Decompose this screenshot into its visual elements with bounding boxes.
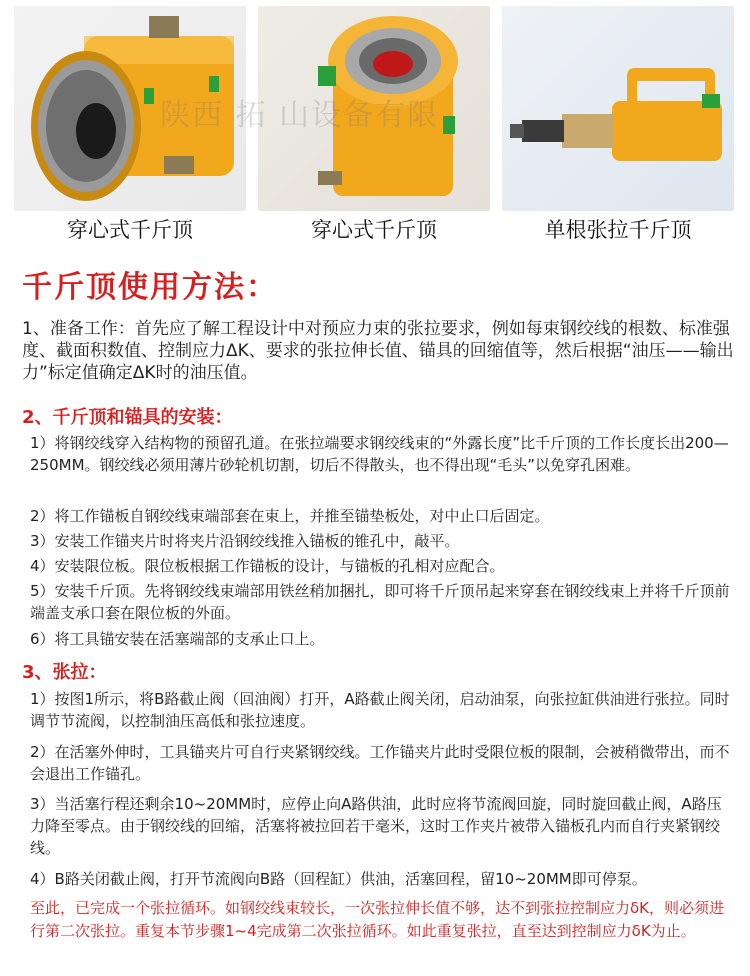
photo-caption: 单根张拉千斤顶	[544, 218, 692, 242]
list-item: 4）安装限位板。限位板根据工作锚板的设计，与锚板的孔相对应配合。	[30, 557, 505, 575]
single-strand-jack-photo	[502, 6, 734, 211]
list-item: 5）安装千斤顶。先将钢绞线束端部用铁丝稍加捆扎，即可将千斤顶吊起来穿套在钢绞线束上并将千斤顶前端盖支承口套在限位板的外面。	[30, 582, 730, 622]
section3-heading: 3、张拉：	[22, 662, 107, 683]
product-photos	[0, 0, 750, 245]
cycle-note: 至此，已完成一个张拉循环。如钢绞线束较长，一次张拉伸长值不够，达不到张拉控制应力δK，则必须进行第二次张拉。重复本节步骤1~4完成第二次张拉循环。如此重复张拉，直至达到控制应力δK为止。	[30, 899, 725, 940]
list-item: 1）将钢绞线穿入结构物的预留孔道。在张拉端要求钢绞线束的“外露长度”比千斤顶的工作长度长出200—250MM。钢绞线必须用薄片砂轮机切割，切后不得散头，也不得出现“毛头”以免穿孔困难。	[30, 434, 729, 474]
watermark: 陕西 拓 山设备有限	[160, 98, 440, 133]
list-item: 2）将工作锚板自钢绞线束端部套在束上，并推至锚垫板处，对中止口后固定。	[30, 507, 550, 525]
list-item: 3）安装工作锚夹片时将夹片沿钢绞线推入锚板的锥孔中，敲平。	[30, 532, 460, 550]
list-item: 1）按图1所示，将B路截止阀（回油阀）打开，A路截止阀关闭，启动油泵，向张拉缸供油进行张拉。同时调节节流阀，以控制油压高低和张拉速度。	[30, 690, 730, 730]
photo-caption: 穿心式千斤顶	[67, 218, 193, 242]
list-item: 6）将工具锚安装在活塞端部的支承止口上。	[30, 630, 325, 648]
step1-paragraph: 1、准备工作：首先应了解工程设计中对预应力束的张拉要求，例如每束钢绞线的根数、标准强度、截面积数值、控制应力ΔK、要求的张拉伸长值、锚具的回缩值等，然后根据“油压——输出力”标定值确定ΔK时的油压值。	[22, 319, 734, 383]
list-item: 2）在活塞外伸时，工具锚夹片可自行夹紧钢绞线。工作锚夹片此时受限位板的限制，会被稍微带出，而不会退出工作锚孔。	[30, 743, 730, 783]
photo-caption: 穿心式千斤顶	[311, 218, 437, 242]
section2-heading: 2、千斤顶和锚具的安装：	[22, 407, 233, 428]
list-item: 4）B路关闭截止阀，打开节流阀向B路（回程缸）供油，活塞回程，留10~20MM即可停泵。	[30, 870, 647, 888]
list-item: 3）当活塞行程还剩余10~20MM时，应停止向A路供油，此时应将节流阀回旋，同时旋回截止阀，A路压力降至零点。由于钢绞线的回缩，活塞将被拉回若干毫米，这时工作夹片被带入锚板孔内而自行夹紧钢绞线。	[30, 795, 722, 857]
page-title: 千斤顶使用方法：	[22, 270, 278, 305]
